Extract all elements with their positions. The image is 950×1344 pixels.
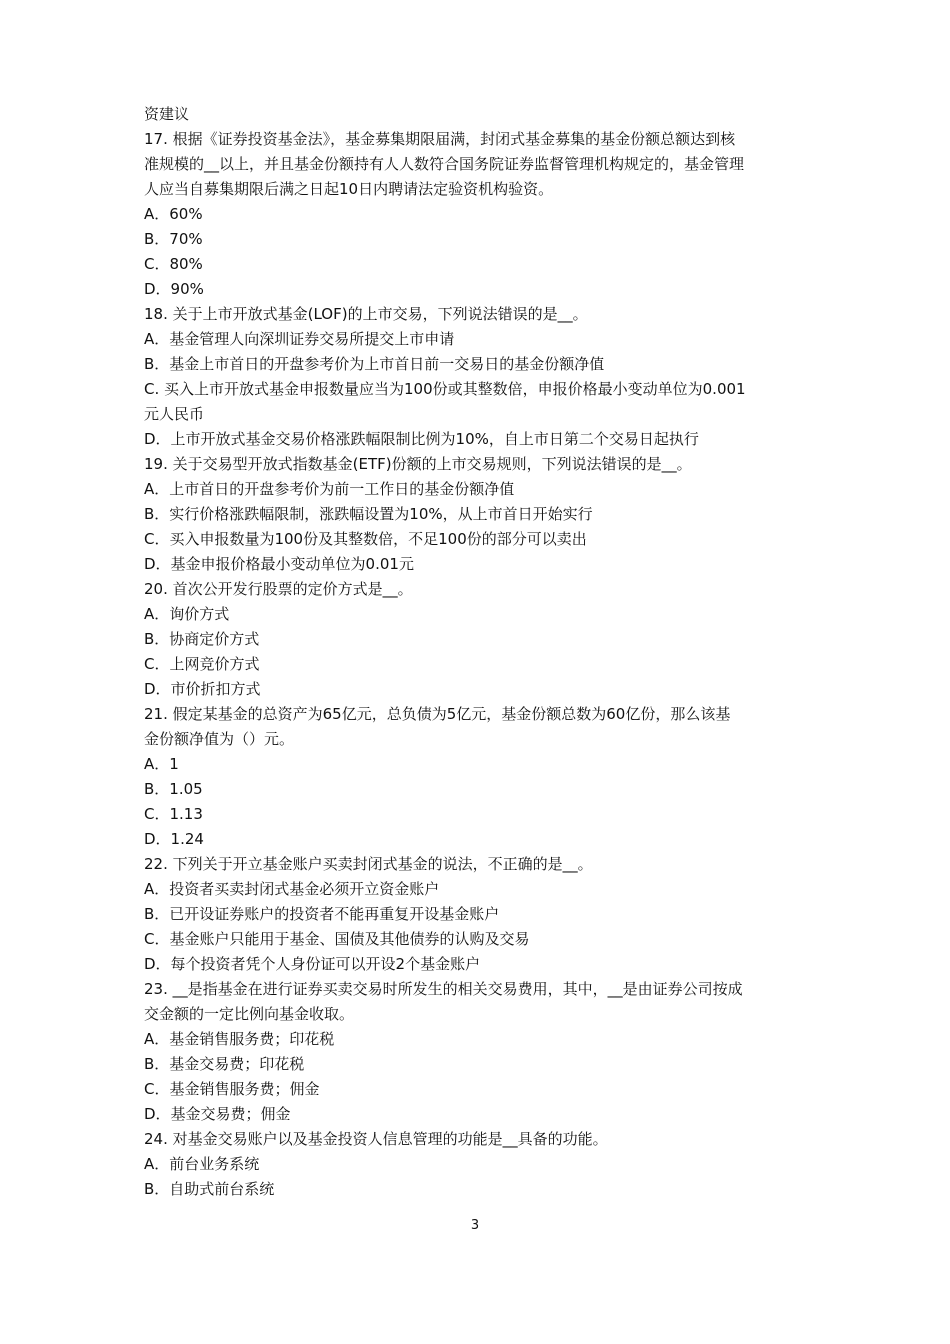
text-line: D．90% (144, 280, 204, 298)
text-line: 23. __是指基金在进行证券买卖交易时所发生的相关交易费用，其中，__是由证券公司按成 (144, 980, 743, 998)
text-line: A．前台业务系统 (144, 1155, 260, 1173)
text-line: B．基金上市首日的开盘参考价为上市首日前一交易日的基金份额净值 (144, 355, 605, 373)
text-line: B．1.05 (144, 780, 203, 798)
text-line: A．基金销售服务费；印花税 (144, 1030, 335, 1048)
text-line: C．基金销售服务费；佣金 (144, 1080, 320, 1098)
text-line: 24. 对基金交易账户以及基金投资人信息管理的功能是__具备的功能。 (144, 1130, 608, 1148)
text-line: 人应当自募集期限后满之日起10日内聘请法定验资机构验资。 (144, 180, 554, 198)
text-line: C．买入申报数量为100份及其整数倍，不足100份的部分可以卖出 (144, 530, 587, 548)
text-line: A．1 (144, 755, 179, 773)
text-line: D．每个投资者凭个人身份证可以开设2个基金账户 (144, 955, 481, 973)
text-line: A．投资者买卖封闭式基金必须开立资金账户 (144, 880, 440, 898)
text-line: A．询价方式 (144, 605, 230, 623)
text-line: C. 买入上市开放式基金申报数量应当为100份或其整数倍，申报价格最小变动单位为0.001 (144, 380, 746, 398)
text-line: A．上市首日的开盘参考价为前一工作日的基金份额净值 (144, 480, 515, 498)
text-line: D．上市开放式基金交易价格涨跌幅限制比例为10%，自上市日第二个交易日起执行 (144, 430, 699, 448)
text-line: 22. 下列关于开立基金账户买卖封闭式基金的说法，不正确的是__。 (144, 855, 593, 873)
text-line: 交金额的一定比例向基金收取。 (144, 1005, 355, 1023)
text-line: 资建议 (144, 105, 190, 123)
text-line: 金份额净值为（）元。 (144, 730, 295, 748)
text-line: C．80% (144, 255, 203, 273)
text-line: 准规模的__以上，并且基金份额持有人人数符合国务院证券监督管理机构规定的，基金管理 (144, 155, 745, 173)
text-line: D．市价折扣方式 (144, 680, 261, 698)
text-line: B．协商定价方式 (144, 630, 260, 648)
text-line: B．基金交易费；印花税 (144, 1055, 305, 1073)
text-line: A．60% (144, 205, 203, 223)
text-line: 20. 首次公开发行股票的定价方式是__。 (144, 580, 413, 598)
text-line: C．上网竞价方式 (144, 655, 260, 673)
text-line: B．已开设证券账户的投资者不能再重复开设基金账户 (144, 905, 500, 923)
text-line: 19. 关于交易型开放式指数基金(ETF)份额的上市交易规则，下列说法错误的是__。 (144, 455, 692, 473)
page-number: 3 (470, 1218, 480, 1233)
text-line: 18. 关于上市开放式基金(LOF)的上市交易，下列说法错误的是__。 (144, 305, 588, 323)
text-line: B．70% (144, 230, 203, 248)
document-body (144, 102, 812, 1202)
text-line: A．基金管理人向深圳证券交易所提交上市申请 (144, 330, 455, 348)
text-line: 21. 假定某基金的总资产为65亿元，总负债为5亿元，基金份额总数为60亿份，那么该基 (144, 705, 731, 723)
text-line: D．基金交易费；佣金 (144, 1105, 291, 1123)
text-line: D．基金申报价格最小变动单位为0.01元 (144, 555, 414, 573)
text-line: B．实行价格涨跌幅限制，涨跌幅设置为10%，从上市首日开始实行 (144, 505, 593, 523)
text-line: D．1.24 (144, 830, 204, 848)
text-line: C．基金账户只能用于基金、国债及其他债券的认购及交易 (144, 930, 530, 948)
text-line: 17. 根据《证券投资基金法》，基金募集期限届满，封闭式基金募集的基金份额总额达到核 (144, 130, 736, 148)
text-line: C．1.13 (144, 805, 203, 823)
text-line: B．自助式前台系统 (144, 1180, 275, 1198)
text-line: 元人民币 (144, 405, 205, 423)
